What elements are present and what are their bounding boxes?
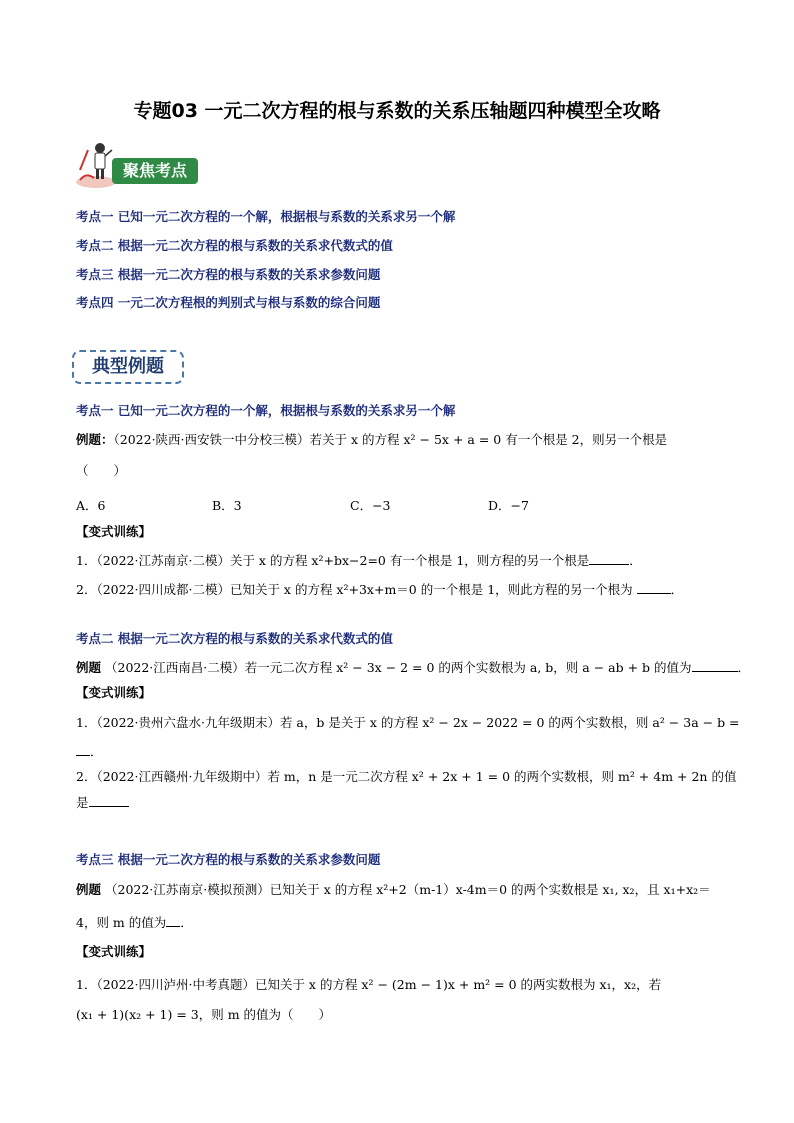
section-3-question-1: 1．（2022·四川泸州·中考真题）已知关于 x 的方程 x² − (2m − 1)x + m² = 0 的两实数根为 x₁，x₂，若 (76, 977, 662, 992)
answer-blank (637, 581, 671, 594)
answer-blank (89, 794, 129, 807)
example-text: （2022·江西南昌·二模）若一元二次方程 x² − 3x − 2 = 0 的两个实数根为 a, b，则 a − ab + b 的值为 (105, 660, 692, 675)
question-text: 2．（2022·四川成都·二模）已知关于 x 的方程 x²+3x+m＝0 的一个根是 1，则此方程的另一个根为 (76, 582, 633, 597)
question-text: 1．（2022·江苏南京·二模）关于 x 的方程 x²+bx−2=0 有一个根是 1，则方程的另一个根是 (76, 553, 590, 568)
example-label: 例题 (76, 660, 102, 675)
example-end: ． (737, 660, 751, 675)
option-c: C．−3 (350, 498, 391, 513)
section-3-heading: 考点三 根据一元二次方程的根与系数的关系求参数问题 (76, 852, 381, 867)
section-1-question-2 (76, 580, 683, 598)
example-text: （2022·陕西·西安铁一中分校三模）若关于 x 的方程 x² − 5x + a = 0 有一个根是 2，则另一个根是 (113, 432, 668, 447)
answer-blank (692, 659, 738, 672)
section-1-example (76, 430, 667, 448)
option-d: D．−7 (488, 498, 529, 513)
example-end: ． (180, 915, 193, 930)
option-a: A．6 (76, 498, 106, 513)
question-cont: 是 (76, 795, 89, 810)
example-cont: 4，则 m 的值为 (76, 915, 167, 930)
section-3-example-cont (76, 913, 193, 931)
answer-blank (166, 914, 180, 927)
section-2-question-2-cont (76, 793, 129, 811)
section-2-question-2: 2．（2022·江西赣州·九年级期中）若 m，n 是一元二次方程 x² + 2x + 1 = 0 的两个实数根，则 m² + 4m + 2n 的值 (76, 769, 737, 784)
question-end: ． (670, 582, 684, 597)
example-label: 例题 (76, 882, 102, 897)
focus-banner (74, 140, 202, 190)
focus-banner-label: 聚焦考点 (112, 158, 198, 184)
section-3-training-label: 【变式训练】 (76, 944, 152, 959)
section-2-example (76, 658, 750, 676)
focus-item-4: 考点四 一元二次方程根的判别式与根与系数的综合问题 (76, 295, 381, 310)
answer-blank (76, 743, 90, 756)
section-1-training-label: 【变式训练】 (76, 524, 152, 539)
section-2-heading: 考点二 根据一元二次方程的根与系数的关系求代数式的值 (76, 631, 393, 646)
section-3-example (76, 880, 711, 898)
section-2-training-label: 【变式训练】 (76, 685, 152, 700)
section-1-example-paren: （ ） (76, 463, 127, 478)
section-2-question-1-blank (76, 742, 103, 760)
question-end: ． (90, 744, 103, 759)
question-end: ． (629, 553, 642, 568)
typical-examples-label: 典型例题 (72, 350, 184, 384)
section-2-question-1: 1．（2022·贵州六盘水·九年级期末）若 a，b 是关于 x 的方程 x² − 2x − 2022 = 0 的两个实数根，则 a² − 3a − b = (76, 715, 740, 730)
example-text: （2022·江苏南京·模拟预测）已知关于 x 的方程 x²+2（m-1）x-4m＝0 的两个实数根是 x₁, x₂，且 x₁+x₂＝ (105, 882, 711, 897)
focus-item-1: 考点一 已知一元二次方程的一个解，根据根与系数的关系求另一个解 (76, 209, 456, 224)
section-1-question-1 (76, 551, 642, 569)
option-b: B．3 (212, 498, 242, 513)
example-label: 例题： (76, 432, 114, 447)
focus-item-3: 考点三 根据一元二次方程的根与系数的关系求参数问题 (76, 267, 381, 282)
answer-blank (589, 552, 629, 565)
page-title: 专题03 一元二次方程的根与系数的关系压轴题四种模型全攻略 (133, 100, 661, 122)
section-3-question-1-cont: (x₁ + 1)(x₂ + 1) = 3，则 m 的值为（ ） (76, 1007, 332, 1022)
section-1-heading: 考点一 已知一元二次方程的一个解，根据根与系数的关系求另一个解 (76, 403, 456, 418)
focus-item-2: 考点二 根据一元二次方程的根与系数的关系求代数式的值 (76, 238, 393, 253)
